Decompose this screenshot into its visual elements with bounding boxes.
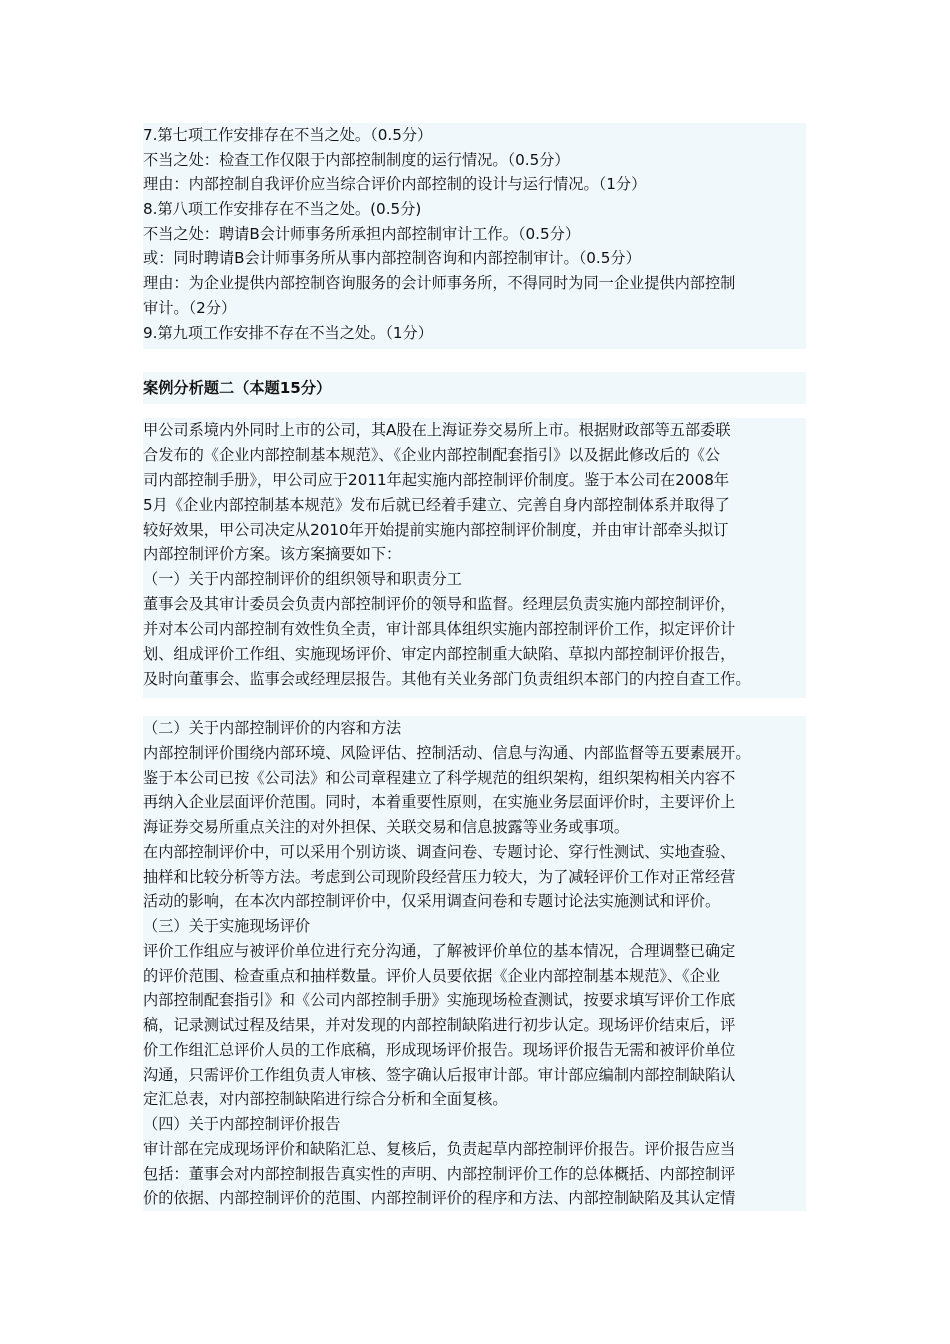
- text-line: 划、组成评价工作组、实施现场评价、审定内部控制重大缺陷、草拟内部控制评价报告，: [143, 645, 736, 664]
- text-line: 沟通，只需评价工作组负责人审核、签字确认后报审计部。审计部应编制内部控制缺陷认: [143, 1065, 736, 1084]
- text-line: 评价工作组应与被评价单位进行充分沟通，了解被评价单位的基本情况，合理调整已确定: [143, 941, 736, 960]
- text-line: 不当之处：聘请B会计师事务所承担内部控制审计工作。（0.5分）: [143, 224, 581, 243]
- text-line: 的评价范围、检查重点和抽样数量。评价人员要依据《企业内部控制基本规范》、《企业: [143, 966, 721, 985]
- text-line: 审计。（2分）: [143, 298, 237, 317]
- case-detail-section: [143, 716, 806, 1211]
- text-line: 内部控制配套指引》和《公司内部控制手册》实施现场检查测试，按要求填写评价工作底: [143, 991, 736, 1010]
- text-line: 再纳入企业层面评价范围。同时，本着重要性原则，在实施业务层面评价时，主要评价上: [143, 793, 736, 812]
- case-heading-block: [143, 372, 806, 404]
- text-line: 活动的影响，在本次内部控制评价中，仅采用调查问卷和专题讨论法实施测试和评价。: [143, 892, 721, 911]
- text-line: 价工作组汇总评价人员的工作底稿，形成现场评价报告。现场评价报告无需和被评价单位: [143, 1040, 736, 1059]
- text-line: 及时向董事会、监事会或经理层报告。其他有关业务部门负责组织本部门的内控自查工作。: [143, 669, 751, 688]
- text-line: 5月《企业内部控制基本规范》发布后就已经着手建立、完善自身内部控制体系并取得了: [143, 495, 730, 514]
- case-heading: 案例分析题二（本题15分）: [143, 379, 332, 397]
- text-line: 包括：董事会对内部控制报告真实性的声明、内部控制评价工作的总体概括、内部控制评: [143, 1164, 736, 1183]
- answer-section: [143, 123, 806, 349]
- text-line: 在内部控制评价中，可以采用个别访谈、调查问卷、专题讨论、穿行性测试、实地查验、: [143, 842, 736, 861]
- section-subheading: （二）关于内部控制评价的内容和方法: [143, 719, 402, 737]
- text-line: 理由：为企业提供内部控制咨询服务的会计师事务所，不得同时为同一企业提供内部控制: [143, 274, 736, 293]
- section-subheading: （三）关于实施现场评价: [143, 917, 311, 935]
- text-line: 鉴于本公司已按《公司法》和公司章程建立了科学规范的组织架构，组织架构相关内容不: [143, 768, 736, 787]
- text-line: 内部控制评价围绕内部环境、风险评估、控制活动、信息与沟通、内部监督等五要素展开。: [143, 743, 751, 762]
- text-line: 不当之处：检查工作仅限于内部控制制度的运行情况。（0.5分）: [143, 150, 570, 169]
- text-line: 合发布的《企业内部控制基本规范》、《企业内部控制配套指引》以及据此修改后的《公: [143, 445, 721, 464]
- text-line: 甲公司系境内外同时上市的公司，其A股在上海证券交易所上市。根据财政部等五部委联: [143, 421, 731, 439]
- text-line: 内部控制评价方案。该方案摘要如下：: [143, 545, 402, 564]
- text-line: 较好效果，甲公司决定从2010年开始提前实施内部控制评价制度，并由审计部牵头拟订: [143, 520, 729, 539]
- text-line: 抽样和比较分析等方法。考虑到公司现阶段经营压力较大，为了减轻评价工作对正常经营: [143, 867, 736, 886]
- text-line: 司内部控制手册》，甲公司应于2011年起实施内部控制评价制度。鉴于本公司在2008年: [143, 470, 730, 489]
- text-line: 7.第七项工作安排存在不当之处。（0.5分）: [143, 126, 433, 144]
- section-subheading: （四）关于内部控制评价报告: [143, 1115, 341, 1133]
- text-line: 理由：内部控制自我评价应当综合评价内部控制的设计与运行情况。（1分）: [143, 175, 647, 194]
- text-line: 8.第八项工作安排存在不当之处。(0.5分): [143, 200, 422, 219]
- text-line: 价的依据、内部控制评价的范围、内部控制评价的程序和方法、内部控制缺陷及其认定情: [143, 1189, 736, 1208]
- section-subheading: （一）关于内部控制评价的组织领导和职责分工: [143, 570, 462, 589]
- text-line: 稿，记录测试过程及结果，并对发现的内部控制缺陷进行初步认定。现场评价结束后，评: [143, 1016, 736, 1034]
- text-line: 董事会及其审计委员会负责内部控制评价的领导和监督。经理层负责实施内部控制评价，: [143, 595, 736, 614]
- text-line: 定汇总表，对内部控制缺陷进行综合分析和全面复核。: [143, 1090, 508, 1109]
- text-line: 审计部在完成现场评价和缺陷汇总、复核后，负责起草内部控制评价报告。评价报告应当: [143, 1139, 736, 1158]
- text-line: 海证券交易所重点关注的对外担保、关联交易和信息披露等业务或事项。: [143, 818, 629, 836]
- text-line: 9.第九项工作安排不存在不当之处。（1分）: [143, 323, 433, 342]
- text-line: 或：同时聘请B会计师事务所从事内部控制咨询和内部控制审计。（0.5分）: [143, 249, 641, 268]
- text-line: 并对本公司内部控制有效性负全责，审计部具体组织实施内部控制评价工作，拟定评价计: [143, 620, 736, 639]
- case-intro-section: [143, 418, 806, 698]
